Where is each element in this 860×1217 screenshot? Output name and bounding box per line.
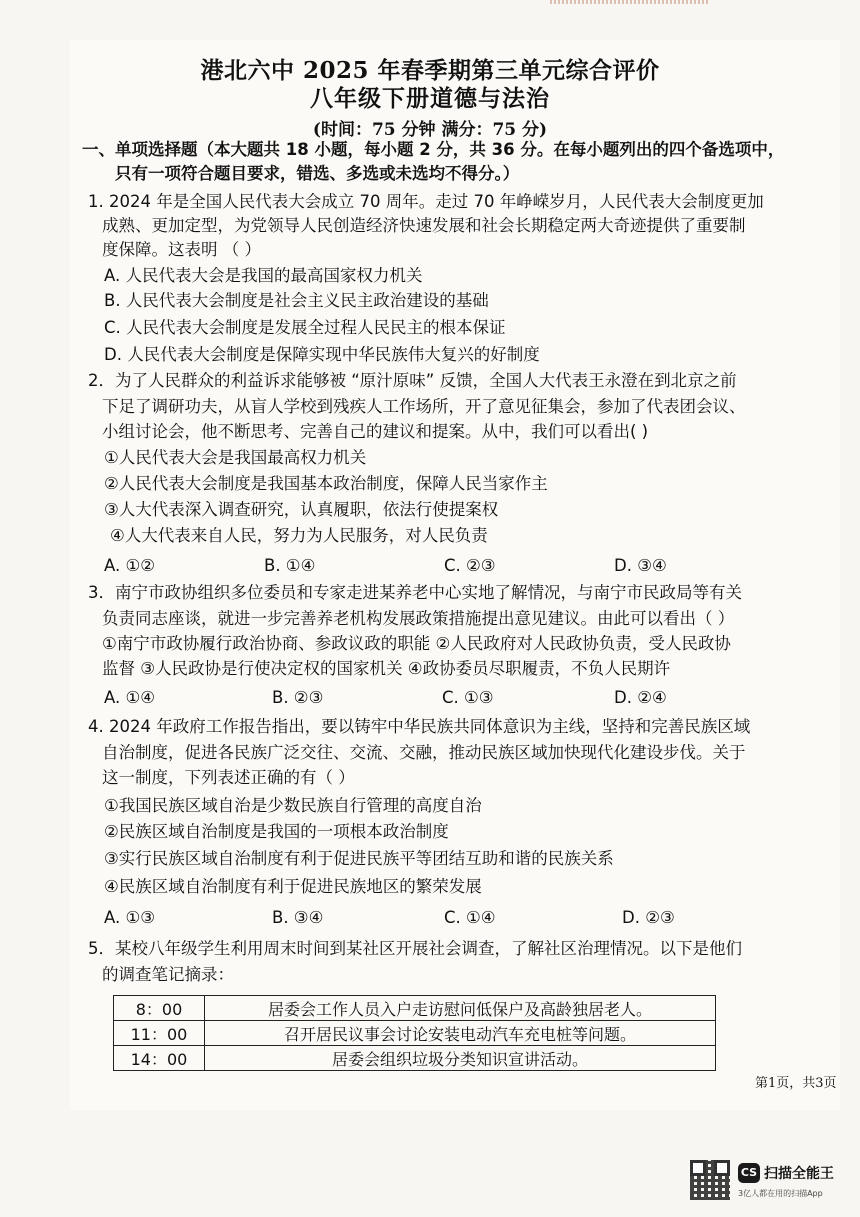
question-4-item: ③实行民族区域自治制度有利于促进民族平等团结互助和谐的民族关系 xyxy=(104,849,614,868)
question-3-text: 3．南宁市政协组织多位委员和专家走进某养老中心实地了解情况，与南宁市民政局等有关 xyxy=(88,583,742,602)
question-2-text: 下足了调研功夫，从盲人学校到残疾人工作场所，开了意见征集会，参加了代表团会议、 xyxy=(102,397,746,416)
table-row xyxy=(114,1046,716,1071)
choice-d: D. ③④ xyxy=(614,556,667,575)
brand-tagline: 3亿人都在用的扫描App xyxy=(738,1189,823,1198)
question-5-text: 的调查笔记摘录： xyxy=(102,965,234,984)
question-1-option-d: D. 人民代表大会制度是保障实现中华民族伟大复兴的好制度 xyxy=(104,345,540,364)
question-1-option-c: C. 人民代表大会制度是发展全过程人民民主的根本保证 xyxy=(104,318,506,337)
choice-d: D. ②④ xyxy=(614,688,667,707)
question-2-item: ①人民代表大会是我国最高权力机关 xyxy=(104,448,367,467)
exam-time-score: (时间：75 分钟 满分：75 分) xyxy=(312,120,548,140)
question-1-option-a: A. 人民代表大会是我国的最高国家权力机关 xyxy=(104,266,423,285)
section-instruction: 一、单项选择题（本大题共 18 小题，每小题 2 分，共 36 分。在每小题列出的四个备选项中， xyxy=(82,140,785,159)
question-1-text: 度保障。这表明 （ ） xyxy=(102,240,261,259)
question-4-text: 自治制度，促进各民族广泛交往、交流、交融，推动民族区域加快现代化建设步伐。关于 xyxy=(102,743,746,762)
question-3-text: ①南宁市政协履行政治协商、参政议政的职能 ②人民政府对人民政协负责，受人民政协 xyxy=(102,634,731,653)
question-1-text: 1. 2024 年是全国人民代表大会成立 70 周年。走过 70 年峥嵘岁月，人民代表大会制度更加 xyxy=(88,192,764,211)
choice-c: C. ②③ xyxy=(444,556,496,575)
choice-b: B. ②③ xyxy=(272,688,324,707)
question-2-choices xyxy=(104,556,784,580)
brand-name: 扫描全能王 xyxy=(764,1166,834,1182)
section-instruction: 只有一项符合题目要求，错选、多选或未选均不得分。） xyxy=(115,164,520,183)
exam-subject: 八年级下册道德与法治 xyxy=(310,85,550,112)
scan-edge-mark xyxy=(550,0,710,4)
exam-title: 港北六中 2025 年春季期第三单元综合评价 xyxy=(200,57,660,84)
question-2-item: ④人大代表来自人民，努力为人民服务，对人民负责 xyxy=(110,526,488,545)
question-3-text: 监督 ③人民政协是行使决定权的国家机关 ④政协委员尽职履责，不负人民期许 xyxy=(102,659,671,678)
note-description: 居委会组织垃圾分类知识宣讲活动。 xyxy=(205,1046,716,1071)
question-2-text: 小组讨论会，他不断思考、完善自己的建议和提案。从中，我们可以看出( ) xyxy=(102,422,649,441)
question-1-option-b: B. 人民代表大会制度是社会主义民主政治建设的基础 xyxy=(104,291,489,310)
qr-code-icon xyxy=(690,1160,730,1200)
table-row xyxy=(114,1021,716,1046)
question-2-item: ②人民代表大会制度是我国基本政治制度，保障人民当家作主 xyxy=(104,474,548,493)
camscanner-logo-icon: CS xyxy=(738,1163,760,1183)
note-time: 11：00 xyxy=(114,1021,205,1046)
question-4-text: 这一制度，下列表述正确的有（ ） xyxy=(102,768,355,787)
note-description: 召开居民议事会讨论安装电动汽车充电桩等问题。 xyxy=(205,1021,716,1046)
choice-c: C. ①③ xyxy=(442,688,494,707)
question-4-text: 4. 2024 年政府工作报告指出，要以铸牢中华民族共同体意识为主线，坚持和完善民族区域 xyxy=(88,717,751,736)
question-2-item: ③人大代表深入调查研究，认真履职，依法行使提案权 xyxy=(104,500,499,519)
question-4-choices xyxy=(104,908,784,932)
question-4-item: ②民族区域自治制度是我国的一项根本政治制度 xyxy=(104,822,449,841)
question-3-text: 负责同志座谈，就进一步完善养老机构发展政策措施提出意见建议。由此可以看出（ ） xyxy=(102,609,735,628)
question-4-item: ④民族区域自治制度有利于促进民族地区的繁荣发展 xyxy=(104,877,482,896)
note-time: 14：00 xyxy=(114,1046,205,1071)
survey-notes-table xyxy=(113,995,716,1071)
choice-b: B. ①④ xyxy=(264,556,316,575)
note-time: 8：00 xyxy=(114,996,205,1021)
choice-a: A. ①② xyxy=(104,556,156,575)
choice-a: A. ①④ xyxy=(104,688,156,707)
choice-a: A. ①③ xyxy=(104,908,156,927)
choice-b: B. ③④ xyxy=(272,908,324,927)
choice-c: C. ①④ xyxy=(444,908,496,927)
question-1-text: 成熟、更加定型，为党领导人民创造经济快速发展和社会长期稳定两大奇迹提供了重要制 xyxy=(102,216,746,235)
question-3-choices xyxy=(104,688,784,712)
choice-d: D. ②③ xyxy=(622,908,675,927)
question-4-item: ①我国民族区域自治是少数民族自行管理的高度自治 xyxy=(104,796,482,815)
page-number: 第1页，共3页 xyxy=(755,1076,837,1091)
question-5-text: 5．某校八年级学生利用周末时间到某社区开展社会调查，了解社区治理情况。以下是他们 xyxy=(88,939,742,958)
note-description: 居委会工作人员入户走访慰问低保户及高龄独居老人。 xyxy=(205,996,716,1021)
table-row xyxy=(114,996,716,1021)
question-2-text: 2．为了人民群众的利益诉求能够被 “原汁原味” 反馈，全国人大代表王永澄在到北京之前 xyxy=(88,371,737,390)
